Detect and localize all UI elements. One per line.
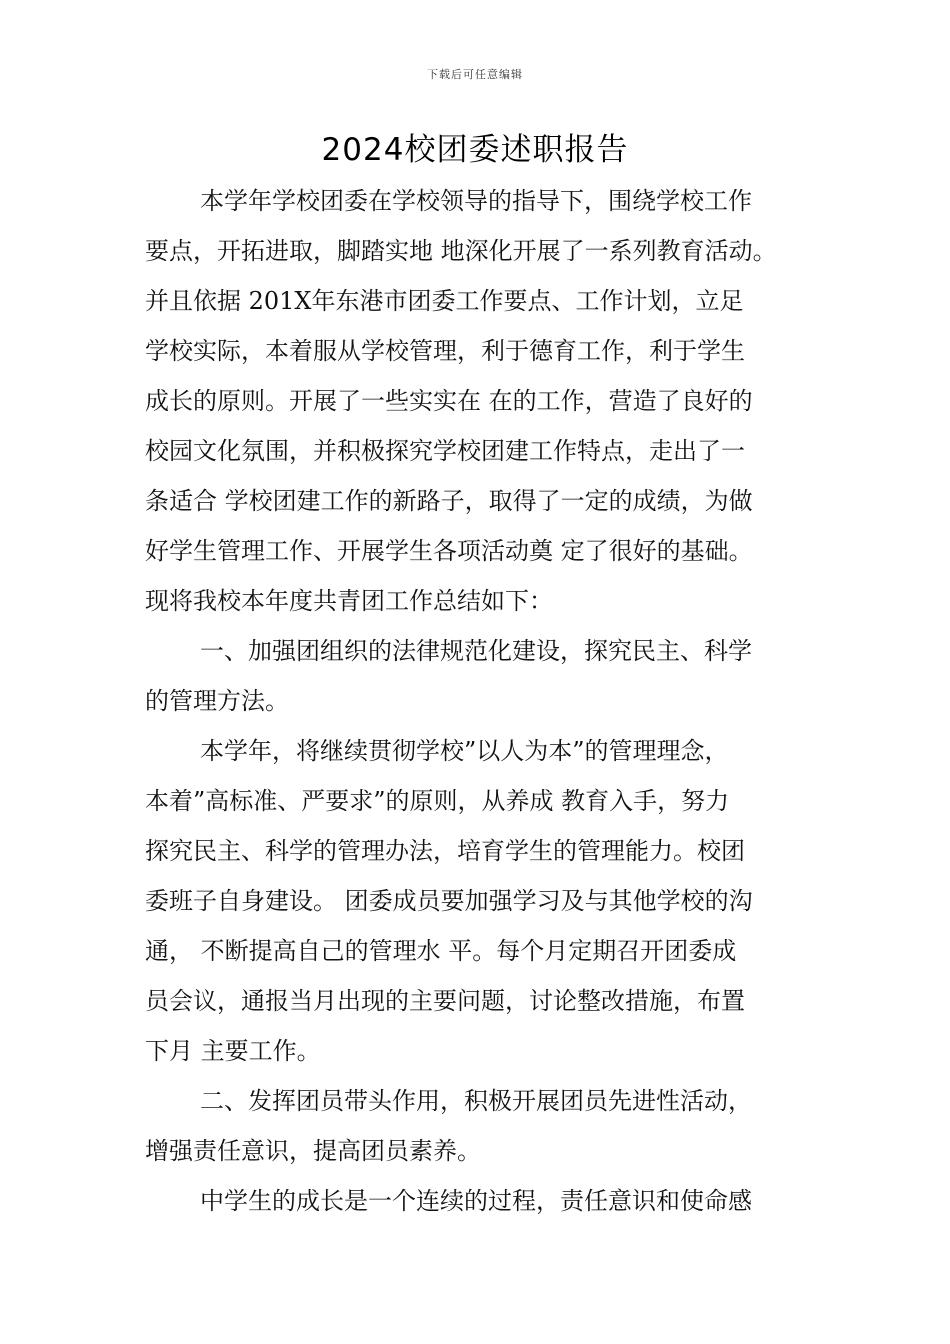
body-line: 委班子自身建设。 团委成员要加强学习及与其他学校的沟 [145,887,753,915]
body-line: 现将我校本年度共青团工作总结如下： [145,587,553,615]
body-line: 员会议，通报当月出现的主要问题，讨论整改措施，布置 [145,987,745,1015]
body-line: 本学年，将继续贯彻学校”以人为本”的管理理念， [200,737,729,765]
section-heading-line: 一、加强团组织的法律规范化建设，探究民主、科学 [200,637,752,665]
body-line: 通， 不断提高自己的管理水 平。每个月定期召开团委成 [145,937,737,965]
body-line: 学校实际，本着服从学校管理，利于德育工作，利于学生 [145,337,745,365]
body-line: 校园文化氛围，并积极探究学校团建工作特点，走出了一 [145,437,745,465]
body-line: 下月 主要工作。 [145,1037,321,1065]
body-line: 并且依据 201X年东港市团委工作要点、工作计划，立足 [145,287,744,315]
body-line: 成长的原则。开展了一些实实在 在的工作，营造了良好的 [145,387,753,415]
section-heading-line: 增强责任意识，提高团员素养。 [145,1137,481,1165]
body-line: 探究民主、科学的管理办法，培育学生的管理能力。校团 [145,837,745,865]
body-line: 条适合 学校团建工作的新路子，取得了一定的成绩，为做 [145,487,753,515]
body-line: 本着”高标准、严要求”的原则，从养成 教育入手，努力 [145,787,730,815]
section-heading-line: 二、发挥团员带头作用，积极开展团员先进性活动， [200,1087,752,1115]
document-title: 2024校团委述职报告 [321,132,629,168]
section-heading-line: 的管理方法。 [145,687,289,715]
body-line: 中学生的成长是一个连续的过程，责任意识和使命感 [200,1187,752,1215]
body-line: 要点，开拓进取，脚踏实地 地深化开展了一系列教育活动。 [145,237,777,265]
body-line: 本学年学校团委在学校领导的指导下，围绕学校工作 [200,187,752,215]
body-line: 好学生管理工作、开展学生各项活动奠 定了很好的基础。 [145,537,753,565]
download-note: 下载后可任意编辑 [427,68,523,81]
document-body [145,176,815,1226]
